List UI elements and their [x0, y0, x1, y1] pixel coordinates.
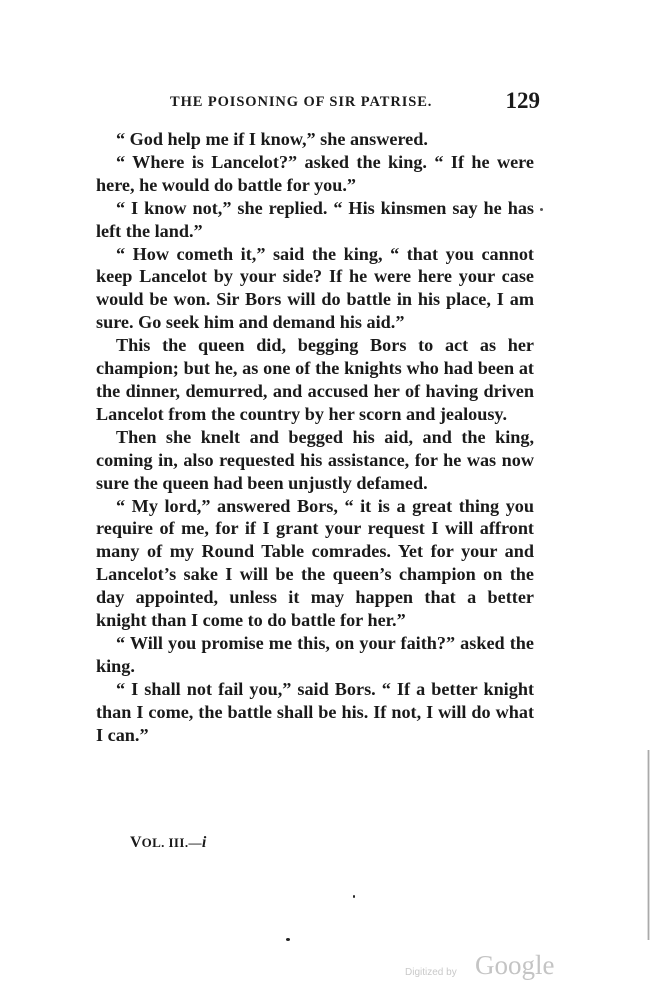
- body-text: [96, 128, 534, 746]
- google-logo: Google: [475, 950, 555, 980]
- paragraph: This the queen did, begging Bors to act as her champion; but he, as one of the knights who had been at the dinner, demurred, and accused her of having driven Lancelot from the country by her scorn and jealousy.: [96, 335, 534, 424]
- paragraph: “ How cometh it,” said the king, “ that you cannot keep Lancelot by your side? If he were here your case would be won. Sir Bors will do battle in his place, I am sure. Go seek him and demand his aid.”: [96, 243, 534, 333]
- speck: [286, 938, 290, 941]
- paragraph: “ I shall not fail you,” said Bors. “ If a better knight than I come, the battle shall be his. If not, I will do what I can.”: [96, 678, 534, 745]
- signature-initial: V: [130, 834, 142, 851]
- running-head: [170, 88, 540, 118]
- watermark-digitized-by: Digitized by: [405, 967, 457, 978]
- paragraph: Then she knelt and begged his aid, and the king, coming in, also requested his assistance, for he was now sure the queen had been unjustly defamed.: [96, 426, 534, 493]
- signature-letter: i: [201, 834, 207, 851]
- paragraph: “ Will you promise me this, on your faith?” asked the king.: [96, 632, 534, 676]
- signature-mark: [130, 834, 206, 852]
- running-title: THE POISONING OF SIR PATRISE.: [170, 94, 433, 110]
- digitization-watermark: [405, 950, 565, 990]
- paragraph: “ God help me if I know,” she answered.: [116, 129, 428, 149]
- margin-speck: [540, 208, 543, 211]
- paragraph: “ My lord,” answered Bors, “ it is a great thing you require of me, for if I grant your request I will affront many of my Round Table comrades. Yet for your and Lancelot’s sake I will be the queen’s champion on the day appointed, unless it may happen that a better knight than I come to do battle for her.”: [96, 495, 534, 631]
- paragraph: “ Where is Lancelot?” asked the king. “ If he were here, he would do battle for you.”: [96, 151, 534, 195]
- speck: [353, 895, 355, 898]
- page-number: 129: [505, 88, 540, 113]
- paragraph: “ I know not,” she replied. “ His kinsmen say he has left the land.”: [96, 197, 534, 241]
- signature-volume: OL. III.—: [141, 835, 202, 850]
- page-edge-shadow: [647, 750, 650, 940]
